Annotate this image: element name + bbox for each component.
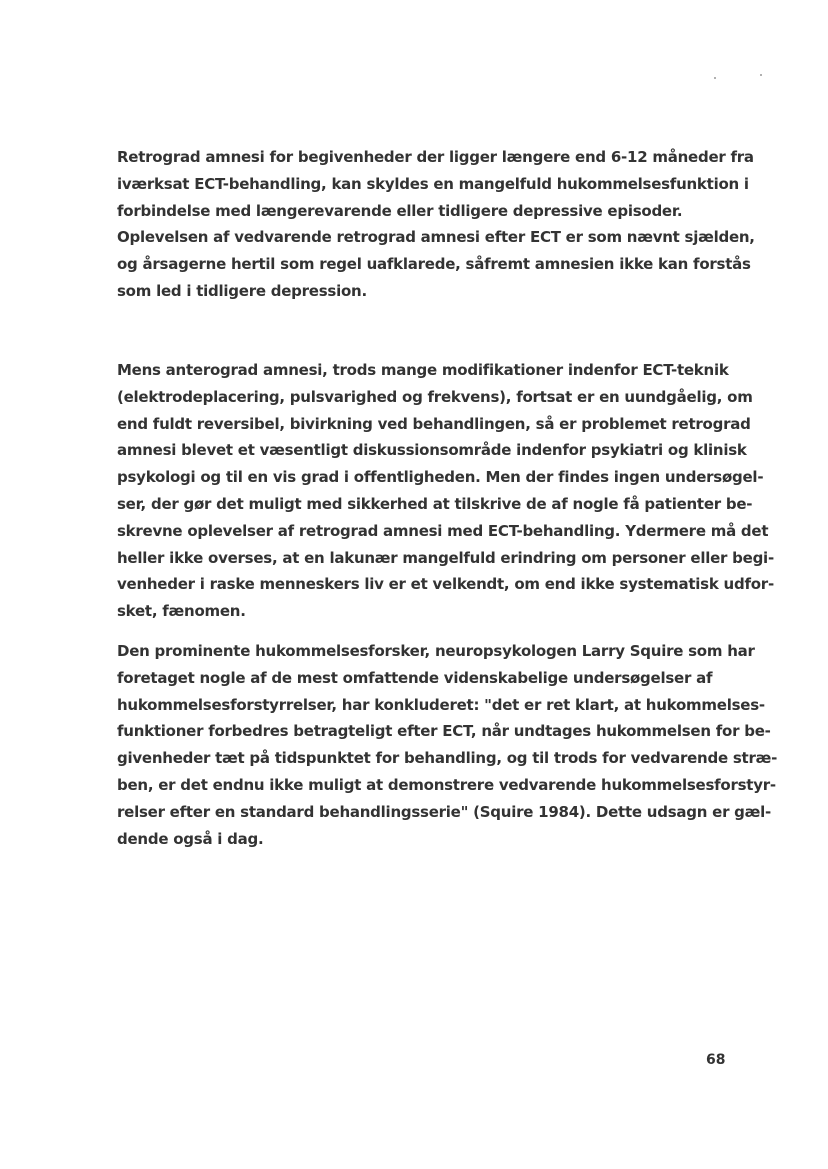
- text-line: amnesi blevet et væsentligt diskussionsområde indenfor psykiatri og klinisk: [117, 441, 747, 460]
- text-line: venheder i raske menneskers liv er et velkendt, om end ikke systematisk udfor-: [117, 575, 774, 594]
- paragraph-retrograde-amnesia: [117, 144, 755, 305]
- text-line: ben, er det endnu ikke muligt at demonstrere vedvarende hukommelsesforstyr-: [117, 775, 776, 794]
- text-line: skrevne oplevelser af retrograd amnesi med ECT-behandling. Ydermere må det: [117, 521, 769, 540]
- scan-speck: [714, 77, 716, 79]
- text-line: sket, fænomen.: [117, 602, 246, 621]
- text-line: givenheder tæt på tidspunktet for behandling, og til trods for vedvarende stræ-: [117, 749, 778, 768]
- paragraph-squire-quote: [117, 638, 778, 852]
- text-line: dende også i dag.: [117, 829, 264, 848]
- text-line: relser efter en standard behandlingsserie" (Squire 1984). Dette udsagn er gæl-: [117, 802, 772, 821]
- text-line: foretaget nogle af de mest omfattende videnskabelige undersøgelser af: [117, 668, 713, 687]
- text-line: Den prominente hukommelsesforsker, neuropsykologen Larry Squire som har: [117, 642, 755, 660]
- text-line: forbindelse med længerevarende eller tidligere depressive episoder.: [117, 201, 683, 220]
- paragraph-anterograde-amnesia: [117, 357, 774, 625]
- text-line: Retrograd amnesi for begivenheder der ligger længere end 6-12 måneder fra: [117, 148, 754, 166]
- text-line: end fuldt reversibel, bivirkning ved behandlingen, så er problemet retrograd: [117, 414, 751, 433]
- text-line: som led i tidligere depression.: [117, 281, 367, 300]
- scan-speck: [760, 74, 762, 76]
- text-line: ser, der gør det muligt med sikkerhed at tilskrive de af nogle få patienter be-: [117, 494, 753, 513]
- text-line: psykologi og til en vis grad i offentligheden. Men der findes ingen undersøgel-: [117, 468, 764, 487]
- text-line: Mens anterograd amnesi, trods mange modifikationer indenfor ECT-teknik: [117, 361, 729, 379]
- text-line: iværksat ECT-behandling, kan skyldes en mangelfuld hukommelsesfunktion i: [117, 174, 749, 193]
- text-line: Oplevelsen af vedvarende retrograd amnesi efter ECT er som nævnt sjælden,: [117, 228, 755, 247]
- text-line: funktioner forbedres betragteligt efter ECT, når undtages hukommelsen for be-: [117, 722, 771, 741]
- text-line: (elektrodeplacering, pulsvarighed og frekvens), fortsat er en uundgåelig, om: [117, 387, 753, 406]
- text-line: heller ikke overses, at en lakunær mangelfuld erindring om personer eller begi-: [117, 548, 774, 567]
- text-line: og årsagerne hertil som regel uafklarede, såfremt amnesien ikke kan forstås: [117, 255, 751, 274]
- text-line: hukommelsesforstyrrelser, har konkluderet: "det er ret klart, at hukommelses-: [117, 695, 765, 714]
- page-number: 68: [706, 1052, 726, 1068]
